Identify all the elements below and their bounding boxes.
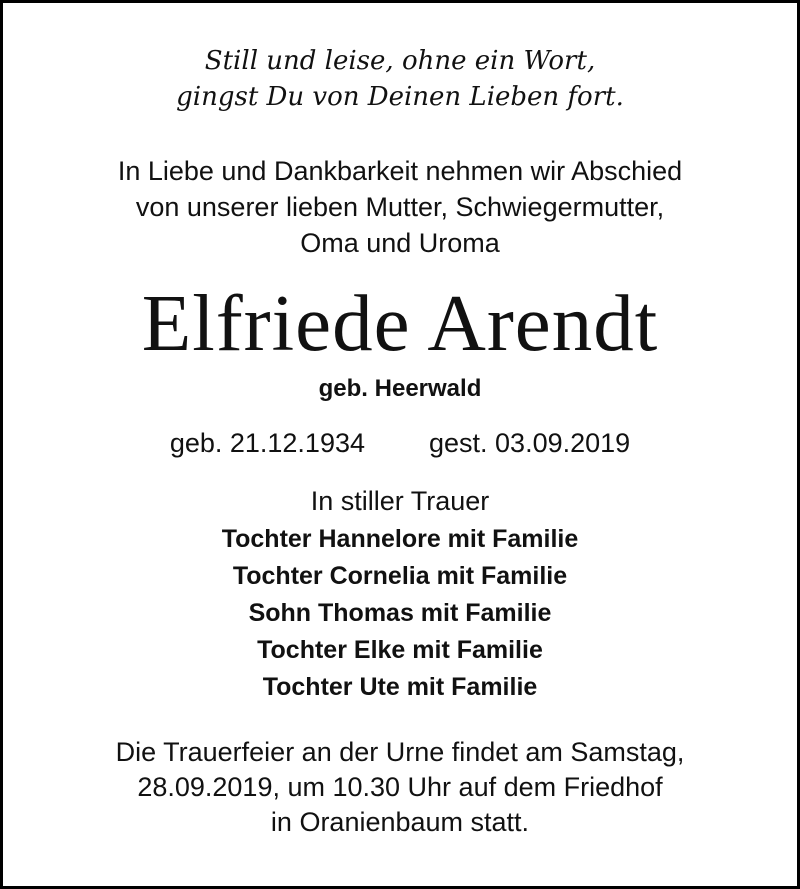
intro-line-2: von unserer lieben Mutter, Schwiegermutter, — [135, 192, 665, 222]
service-line-1: Die Trauerfeier an der Urne findet am Samstag, — [115, 737, 685, 767]
deceased-name: Elfriede Arendt — [141, 278, 659, 368]
service-line-3: in Oranienbaum statt. — [270, 807, 530, 837]
maiden-name: geb. Heerwald — [318, 375, 482, 402]
mourning-heading: In stiller Trauer — [310, 486, 490, 516]
verse-line-2: gingst Du von Deinen Lieben fort. — [176, 82, 624, 112]
mourner-item: Tochter Cornelia mit Familie — [232, 562, 568, 590]
life-dates — [3, 425, 797, 461]
mourner-item: Tochter Ute mit Familie — [262, 673, 538, 701]
intro-line-3: Oma und Uroma — [300, 228, 500, 258]
mourner-item: Sohn Thomas mit Familie — [248, 599, 552, 627]
mourner-item: Tochter Hannelore mit Familie — [221, 525, 579, 553]
death-date: gest. 03.09.2019 — [429, 428, 631, 458]
service-line-2: 28.09.2019, um 10.30 Uhr auf dem Friedhof — [137, 772, 663, 802]
birth-date: geb. 21.12.1934 — [169, 428, 365, 458]
funeral-service-info — [3, 735, 797, 840]
memorial-verse — [3, 43, 797, 115]
mourners-list — [3, 521, 797, 706]
farewell-intro — [3, 153, 797, 261]
intro-line-1: In Liebe und Dankbarkeit nehmen wir Abschied — [117, 156, 683, 186]
verse-line-1: Still und leise, ohne ein Wort, — [204, 46, 596, 76]
mourner-item: Tochter Elke mit Familie — [257, 636, 543, 664]
